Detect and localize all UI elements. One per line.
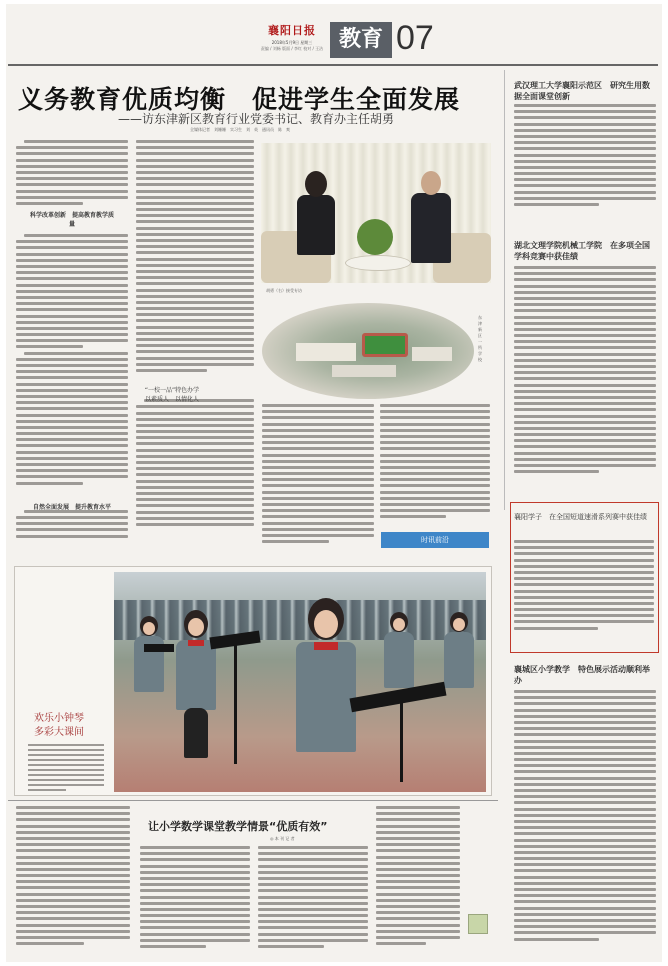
sidebar-item-1-body	[514, 104, 656, 216]
header-rule	[8, 64, 658, 66]
lead-headline: 义务教育优质均衡 促进学生全面发展	[18, 85, 461, 114]
sidebar-item-3-title: 襄阳学子 在全国短道速滑系列赛中获佳绩	[514, 513, 647, 521]
news-tag: 时讯前沿	[381, 532, 489, 548]
students-glockenspiel-photo	[114, 572, 486, 792]
sidebar-item-2-title: 湖北文理学院机械工学院 在多项全国学科竞赛中获佳绩	[514, 241, 650, 261]
bottom-column-4	[376, 806, 460, 956]
bottom-column-3	[258, 846, 368, 956]
section-head-2: “一校一品”特色办学 以素质人 以情化人	[144, 387, 206, 403]
bottom-column-1	[16, 806, 130, 956]
lead-column-3	[262, 404, 374, 552]
sidebar-item-3-body	[514, 540, 654, 648]
sidebar-item-4-body	[514, 690, 656, 954]
lead-column-4	[380, 404, 490, 528]
bottom-headline: 让小学数学课堂教学情景“优质有效”	[148, 820, 328, 833]
campus-aerial-photo	[262, 303, 474, 399]
masthead	[256, 22, 328, 52]
bottom-column-2	[140, 846, 250, 956]
section-head-1: 科学改革创新 提高教育教学质量	[30, 212, 115, 228]
date-line: 2018年5月9日 星期三	[271, 40, 313, 45]
feature-title-line-1: 欢乐小钟琴	[34, 713, 84, 724]
section-label: 教育	[330, 22, 392, 58]
lead-byline: 全媒体记者 刘姗姗 实习生 刘 英 通讯员 陈 爽	[190, 127, 290, 132]
page-number: 07	[396, 19, 434, 57]
feature-title-line-2: 多彩大课间	[34, 727, 84, 738]
feature-title	[34, 712, 84, 740]
bottom-rule	[8, 800, 498, 801]
interview-photo-caption: 胡勇（右）接受专访	[266, 288, 302, 293]
section-head-3: 自然全面发展 提升教育水平	[32, 504, 111, 511]
interview-photo	[261, 143, 491, 283]
sidebar-item-2-body	[514, 266, 656, 492]
newspaper-logo: 襄阳日报	[268, 24, 316, 37]
sidebar-item-4-title: 襄城区小学教学 特色展示活动顺利举办	[514, 665, 650, 685]
campus-photo-caption: 东津新区一所学校	[478, 315, 482, 362]
lead-column-1	[16, 140, 128, 540]
lead-column-2	[136, 140, 254, 540]
feature-caption	[28, 744, 104, 794]
qr-code-icon	[468, 914, 488, 934]
lead-subhead: ——访东津新区教育行业党委书记、教育办主任胡勇	[118, 112, 395, 126]
sidebar-item-1-title: 武汉理工大学襄阳示范区 研究生用数据全面课堂创新	[514, 81, 650, 101]
sidebar-divider	[504, 70, 505, 510]
bottom-byline: ◎ 本 刊 记 者	[270, 836, 295, 841]
editor-line: 责编 / 刘畅 版面 / 李红 校对 / 王洁	[260, 46, 324, 51]
